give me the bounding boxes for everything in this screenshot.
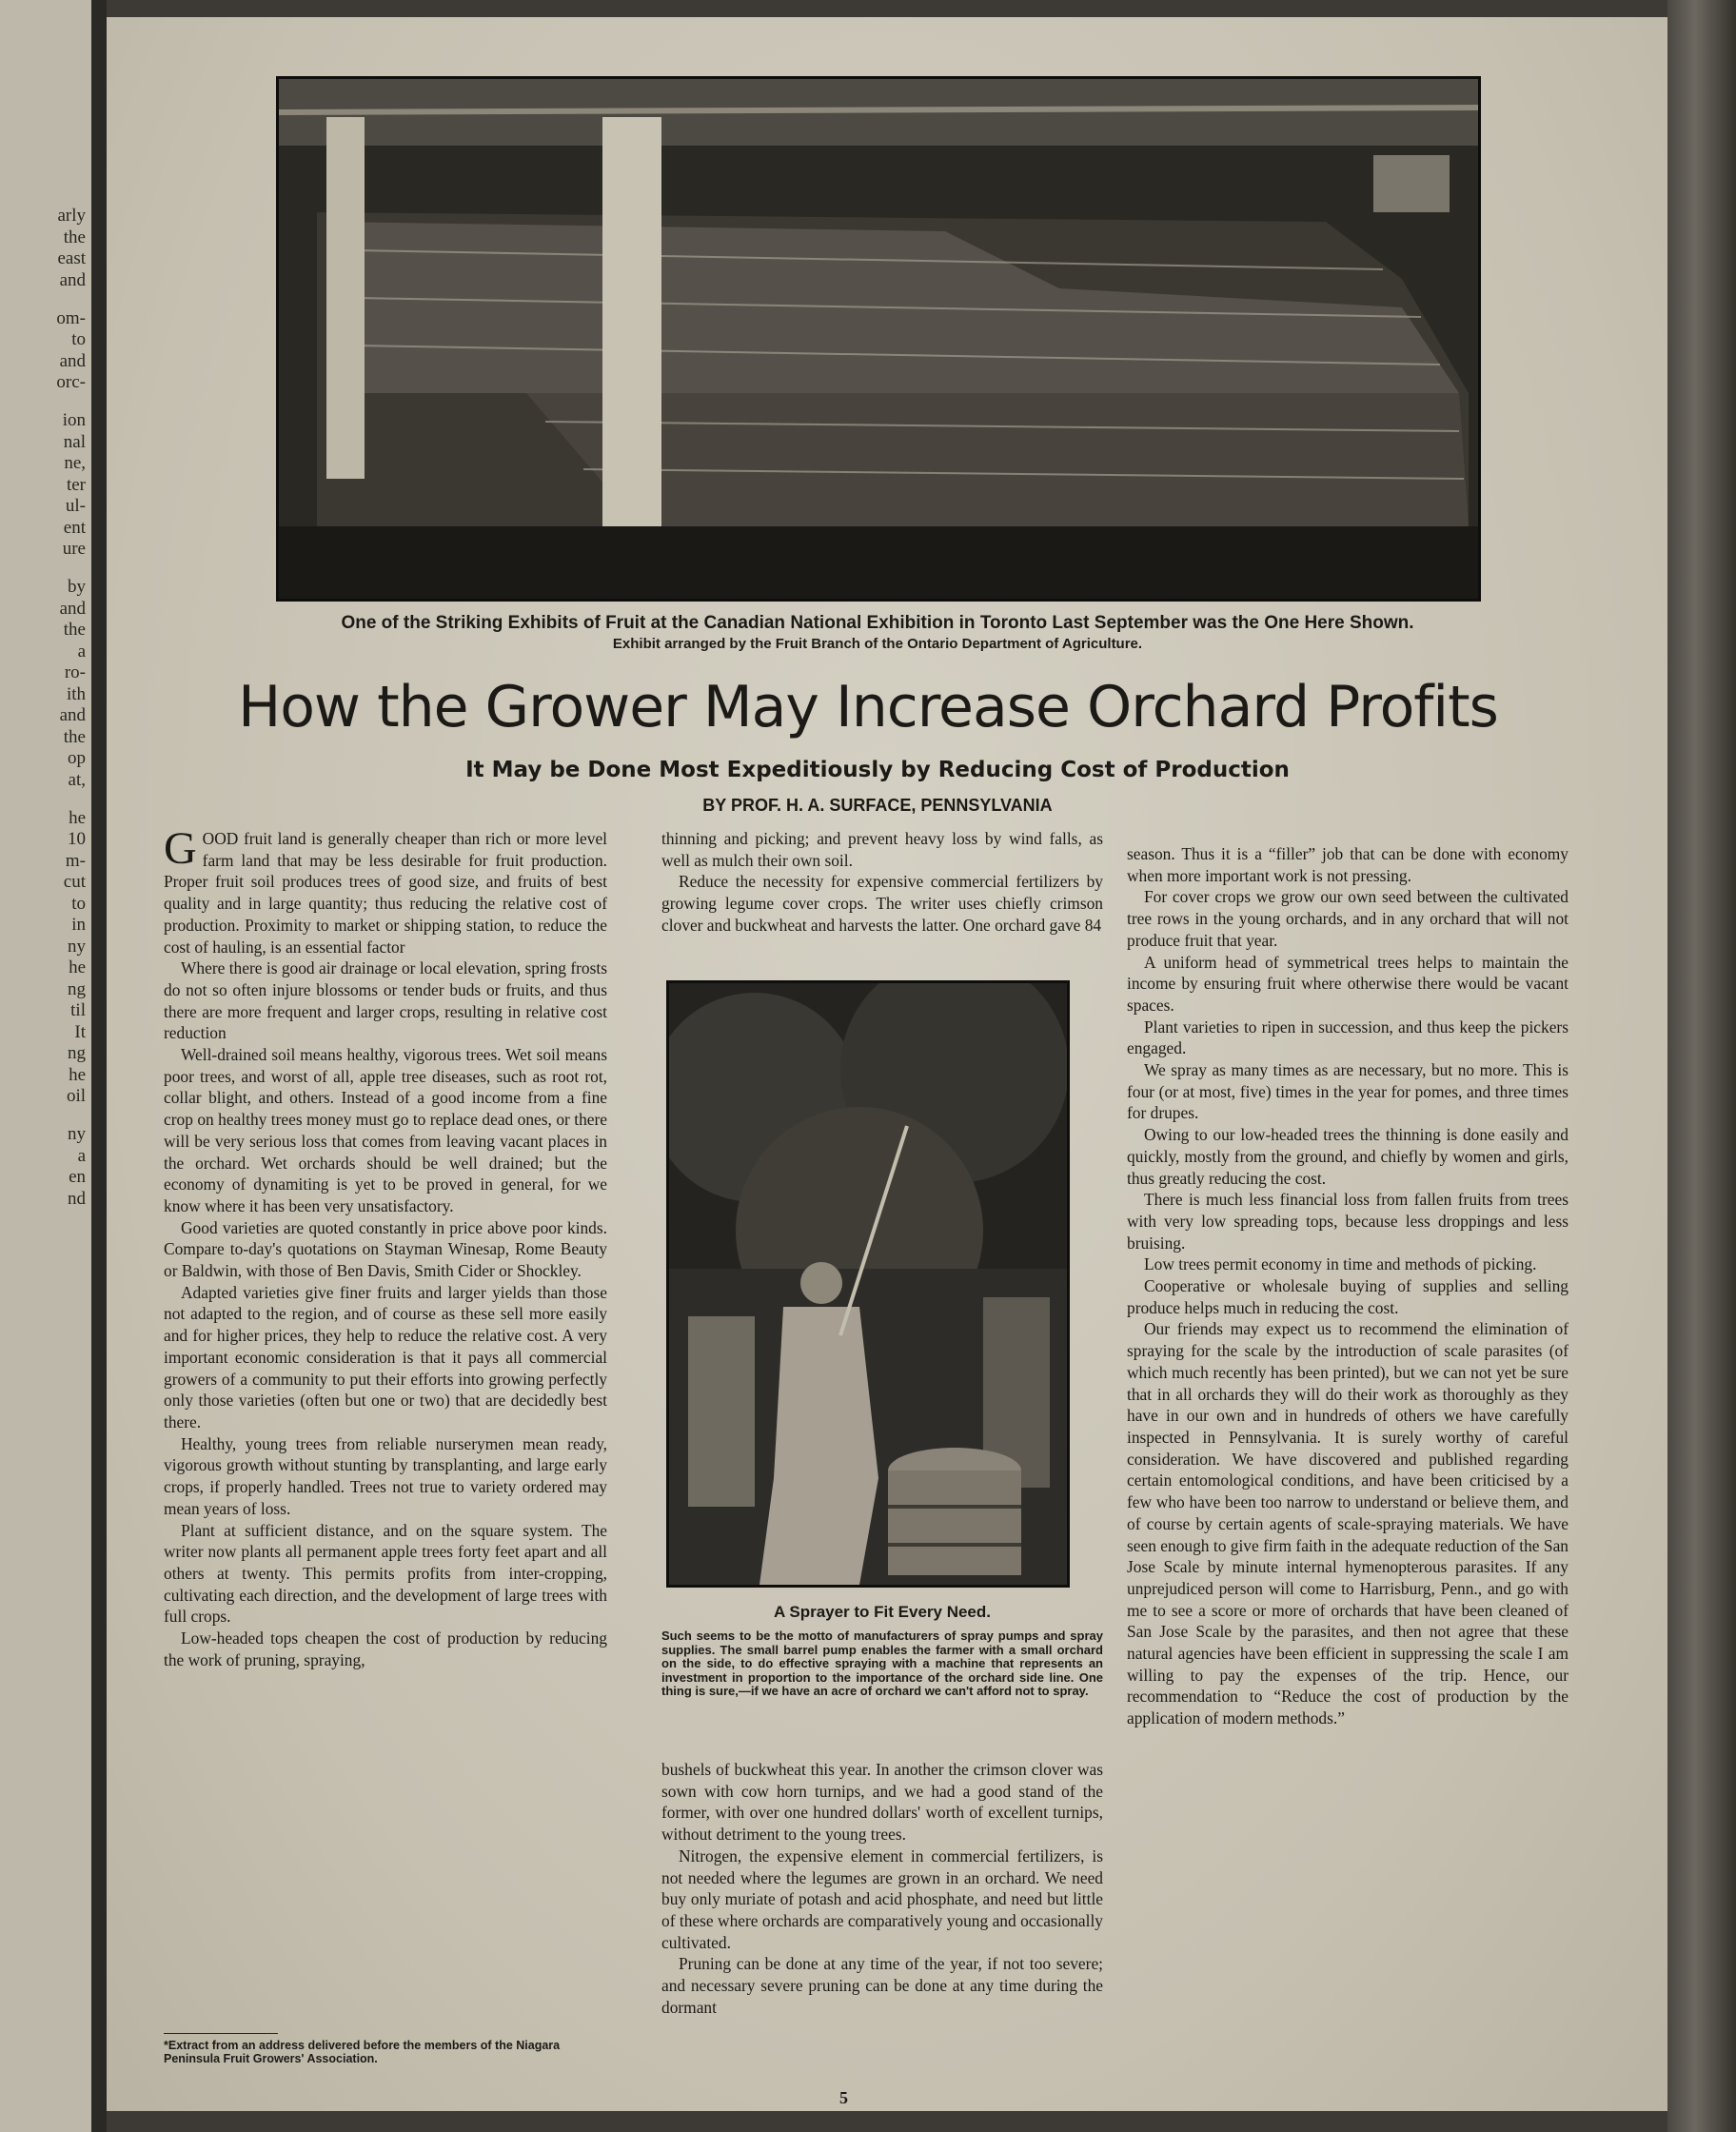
adjacent-page-fragment: en [69, 1167, 86, 1187]
adjacent-page-fragment: nal [63, 431, 86, 452]
adjacent-page-fragment: ro- [64, 662, 86, 682]
adjacent-page-fragment: he [69, 807, 86, 828]
article-byline: BY PROF. H. A. SURFACE, PENNSYLVANIA [702, 796, 1053, 815]
paragraph: Reduce the necessity for expensive commercial fertilizers by growing legume cover crops. The writer uses chiefly crimson clover and buckwheat and harvests the latter. One orchard gave 84 [661, 872, 1103, 935]
article-column-2-top [661, 828, 1103, 937]
paragraph: Adapted varieties give finer fruits and larger yields than those not adapted to the region, and of course as these sell more easily and for higher prices, they help to reduce the relative cost. A very important economic consideration is that it pays all commercial growers of a community to put their efforts into growing perfectly only those varieties (often but one or two) that are decidedly best there. [164, 1282, 607, 1431]
paragraph: thinning and picking; and prevent heavy loss by wind falls, as well as mulch their own soil. [661, 829, 1103, 870]
sprayer-caption [661, 1603, 1103, 1699]
paragraph: Cooperative or wholesale buying of supplies and selling produce helps much in reducing the cost. [1127, 1276, 1568, 1317]
sprayer-image [669, 983, 1067, 1585]
adjacent-page-fragment: the [63, 726, 86, 747]
sprayer-caption-title: A Sprayer to Fit Every Need. [773, 1603, 991, 1621]
book-spine [91, 0, 107, 2132]
adjacent-page-fragment: orc- [56, 372, 86, 392]
paragraph: bushels of buckwheat this year. In another the crimson clover was sown with cow horn turnips, and we had a good stand of the former, with over one hundred dollars' worth of excellent turnips, without detriment to the young trees. [661, 1760, 1103, 1845]
adjacent-page-fragment: oil [66, 1086, 86, 1106]
adjacent-page-fragment: m- [65, 850, 86, 871]
footnote-rule [164, 2033, 278, 2034]
paragraph: Good varieties are quoted constantly in price above poor kinds. Compare to-day's quotations on Stayman Winesap, Rome Beauty or Baldwin, with those of Ben Davis, Smith Cider or Shockley. [164, 1217, 607, 1281]
page-number: 5 [839, 2088, 848, 2107]
page-edge-shadow [1667, 0, 1736, 2132]
adjacent-page-fragment: arly [57, 206, 86, 226]
adjacent-page-fragment: at, [68, 769, 86, 790]
paragraph: Healthy, young trees from reliable nurserymen mean ready, vigorous growth without stunting by transplanting, and large early crops, if properly handled. Trees not true to variety ordered may mean years of loss. [164, 1433, 607, 1518]
paragraph: Nitrogen, the expensive element in commercial fertilizers, is not needed where the legumes are grown in an orchard. We need buy only muriate of potash and acid phosphate, and need but little of these where orchards are comparatively young and occasionally cultivated. [661, 1846, 1103, 1952]
adjacent-page-fragment: and [59, 350, 86, 371]
adjacent-page-fragment: nd [68, 1188, 86, 1209]
magazine-page [107, 17, 1667, 2111]
adjacent-page-fragment: to [71, 329, 86, 349]
adjacent-page-fragment: ny [68, 1124, 86, 1144]
paragraph: Low trees permit economy in time and methods of picking. [1144, 1254, 1537, 1274]
adjacent-page-fragment: ne, [64, 453, 86, 473]
adjacent-page-fragment: the [63, 227, 86, 247]
paragraph: season. Thus it is a “filler” job that can be done with economy when more important work is not pressing. [1127, 844, 1568, 885]
adjacent-page-fragment: ion [62, 410, 86, 430]
paragraph-text: OOD fruit land is generally cheaper than rich or more level farm land that may be less desirable for fruit production. Proper fruit soil produces trees of good size, and fruits of best quality and in large quantity; thus reducing the relative cost of production. Proximity to market or shipping station, to reduce the cost of hauling, is an essential factor [164, 829, 607, 957]
adjacent-page-fragment: til [70, 1000, 86, 1020]
sprayer-photo [666, 980, 1070, 1588]
adjacent-page-fragment: the [63, 620, 86, 640]
adjacent-page-fragment: in [71, 915, 86, 935]
fruit-exhibit-image [279, 79, 1478, 599]
article-headline: How the Grower May Increase Orchard Profits [238, 674, 1498, 740]
adjacent-page-fragment: he [69, 1064, 86, 1085]
paragraph [164, 823, 607, 957]
adjacent-page-fragment: ter [66, 474, 86, 495]
adjacent-page-fragment: a [77, 1145, 86, 1166]
adjacent-page-fragment: ure [62, 539, 86, 559]
adjacent-page-strip [0, 0, 91, 2132]
adjacent-page-fragment: and [59, 705, 86, 725]
drop-cap: G [164, 823, 197, 874]
adjacent-page-fragment: ith [66, 683, 86, 704]
fruit-exhibit-photo [276, 76, 1481, 602]
adjacent-page-fragment: cut [63, 872, 86, 892]
paragraph: Where there is good air drainage or local elevation, spring frosts do not so often injure blossoms or tender buds or fruits, and thus there are more frequent and larger crops, resulting in relative cost reduction [164, 958, 607, 1043]
adjacent-page-fragment: he [69, 957, 86, 977]
adjacent-page-fragment: 10 [68, 829, 86, 849]
adjacent-page-fragment: ny [68, 936, 86, 957]
exhibit-caption-main: One of the Striking Exhibits of Fruit at the Canadian National Exhibition in Toronto Last September was the One Here Shown. [341, 613, 1414, 633]
paragraph: Plant at sufficient distance, and on the square system. The writer now plants all permanent apple trees forty feet apart and all others at twenty. This permits profits from inter-cropping, cultivating each direction, and the development of large trees with full crops. [164, 1520, 607, 1627]
adjacent-page-fragment: to [71, 893, 86, 914]
adjacent-page-fragment: ent [63, 517, 86, 538]
paragraph: Owing to our low-headed trees the thinning is done easily and quickly, mostly from the ground, and chiefly by women and girls, thus greatly reducing the cost. [1127, 1125, 1568, 1188]
exhibit-caption [259, 613, 1496, 652]
paragraph: There is much less financial loss from fallen fruits from trees with very low spreading tops, because less droppings and less bruising. [1127, 1190, 1568, 1253]
adjacent-page-fragment: east [57, 248, 86, 268]
article-column-1 [164, 823, 607, 1670]
article-column-2-bottom [661, 1759, 1103, 2018]
paragraph: A uniform head of symmetrical trees helps to maintain the income by ensuring fruit where otherwise there would be vacant spaces. [1127, 952, 1568, 1015]
adjacent-page-fragment: and [59, 598, 86, 619]
exhibit-caption-sub: Exhibit arranged by the Fruit Branch of the Ontario Department of Agriculture. [612, 636, 1143, 652]
article-column-3 [1127, 843, 1568, 1729]
adjacent-page-fragment: a [77, 641, 86, 661]
adjacent-page-fragment: om- [56, 307, 86, 328]
paragraph: Low-headed tops cheapen the cost of production by reducing the work of pruning, spraying, [164, 1629, 607, 1669]
paragraph: We spray as many times as are necessary, but no more. This is four (or at most, five) times in the year for pomes, and three times for drupes. [1127, 1060, 1568, 1123]
paragraph: Well-drained soil means healthy, vigorous trees. Wet soil means poor trees, and worst of all, apple tree diseases, such as root rot, collar blight, and others. Instead of a good income from a fine crop on healthy trees money must go to replace dead ones, or there will be very serious loss that comes from leaving vacant places in the orchard. Wet orchards should be well drained; but the economy of dynamiting is yet to be proved in general, for we know where it has been very unsatisfactory. [164, 1045, 607, 1215]
adjacent-page-fragment: and [59, 269, 86, 290]
adjacent-page-fragment: op [68, 748, 86, 768]
footnote: *Extract from an address delivered before the members of the Niagara Peninsula Fruit Growers' Association. [164, 2039, 561, 2065]
paragraph: Pruning can be done at any time of the year, if not too severe; and necessary severe pruning can be done at any time during the dormant [661, 1954, 1103, 2017]
adjacent-page-fragment: ng [68, 978, 86, 999]
sprayer-caption-body: Such seems to be the motto of manufacturers of spray pumps and spray supplies. The small barrel pump enables the farmer with a small orchard on the side, to do effective spraying with a machine that represents an investment in proportion to the importance of the orchard side line. One thing is sure,—if we have an acre of orchard we can't afford not to spray. [661, 1629, 1103, 1698]
adjacent-page-fragment: ul- [65, 496, 86, 516]
adjacent-page-fragment: ng [68, 1043, 86, 1063]
article-subhead: It May be Done Most Expeditiously by Reducing Cost of Production [465, 758, 1290, 782]
paragraph: Our friends may expect us to recommend the elimination of spraying for the scale by the introduction of scale parasites (of which much recently has been printed), but we can not yet be sure that in all orchards they will do their work as thoroughly as they have in our own and in hundreds of others we have carefully inspected in Pennsylvania. It is surely worthy of careful consideration. We have discovered and published regarding certain entomological conditions, and have been criticised by a few who have been too narrow to understand or believe them, and of course by certain agents of scale-spraying materials. We have seen enough to give firm faith in the adequate reduction of the San Jose Scale by minute internal hymenopterous parasites. If any unprejudiced person will come to Harrisburg, Penn., and go with me to see a score or more of orchards that have been cleaned of San Jose Scale by the parasites, and then not agree that these natural agencies have been efficient in suppressing the scale I am willing to pay the expenses of the trip. Hence, our recommendation to “Reduce the cost of production by the application of modern methods.” [1127, 1319, 1568, 1728]
adjacent-page-fragment: by [68, 577, 86, 597]
adjacent-page-fragment: It [74, 1021, 86, 1042]
paragraph: For cover crops we grow our own seed between the cultivated tree rows in the young orchards, and in any orchard that will not produce fruit that year. [1127, 887, 1568, 950]
paragraph: Plant varieties to ripen in succession, and thus keep the pickers engaged. [1127, 1017, 1568, 1058]
